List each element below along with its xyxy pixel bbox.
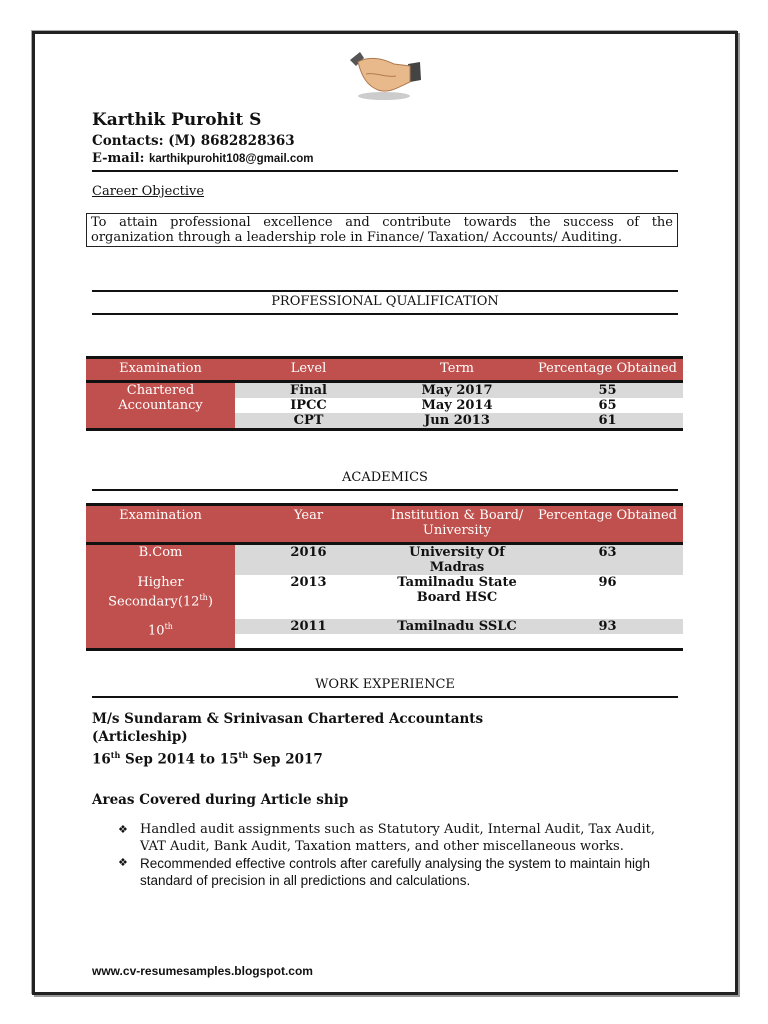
exam-cell <box>86 575 235 619</box>
col-header: Examination <box>86 505 235 544</box>
col-header: Percentage Obtained <box>532 358 683 382</box>
year-cell: 2013 <box>290 575 327 590</box>
col-header: Examination <box>86 358 235 382</box>
pct-cell: 65 <box>598 398 617 413</box>
col-header: Percentage Obtained <box>532 505 683 544</box>
level-cell: Final <box>235 382 382 399</box>
work-heading: WORK EXPERIENCE <box>315 677 455 692</box>
pct-cell: 93 <box>532 619 683 634</box>
career-objective-text: To attain professional excellence and contribute towards the success of the organization through a leadership role in Finance/ Taxation/ Accounts/ Auditing. <box>86 213 678 247</box>
contact-phone: Contacts: (M) 8682828363 <box>92 133 295 149</box>
bullet-text: Handled audit assignments such as Statutory Audit, Internal Audit, Tax Audit, VAT Audit, Bank Audit, Taxation matters, and other miscellaneous works. <box>140 822 655 854</box>
footer-url[interactable]: www.cv-resumesamples.blogspot.com <box>92 964 313 978</box>
diamond-bullet-icon: ❖ <box>118 857 128 869</box>
exam-text: Higher Secondary(12 <box>108 575 200 610</box>
institution-cell: Tamilnadu SSLC <box>382 619 532 634</box>
email-label: E-mail: <box>92 151 145 166</box>
term-cell: May 2014 <box>421 398 493 413</box>
divider <box>92 290 678 292</box>
list-item <box>118 821 678 855</box>
academics-table <box>86 503 683 651</box>
firm-name: M/s Sundaram & Srinivasan Chartered Accountants <box>92 711 484 727</box>
areas-heading: Areas Covered during Article ship <box>92 792 349 808</box>
exam-sup: th <box>164 622 173 631</box>
term-cell: May 2017 <box>382 382 532 399</box>
professional-table <box>86 356 683 431</box>
work-details <box>92 710 483 769</box>
col-header: Level <box>235 358 382 382</box>
col-header: Year <box>235 505 382 544</box>
divider <box>92 489 678 491</box>
exam-cell: Chartered Accountancy <box>86 382 235 430</box>
pct-cell: 96 <box>598 575 617 590</box>
areas-list <box>118 821 678 889</box>
candidate-name: Karthik Purohit S <box>92 110 262 130</box>
duration: 16th Sep 2014 to 15th Sep 2017 <box>92 750 323 768</box>
email-value[interactable]: karthikpurohit108@gmail.com <box>148 153 314 165</box>
table-row <box>86 382 683 399</box>
divider <box>92 313 678 315</box>
role: (Articleship) <box>92 729 188 745</box>
diamond-bullet-icon: ❖ <box>118 823 128 836</box>
contact-email <box>92 151 314 166</box>
professional-heading: PROFESSIONAL QUALIFICATION <box>271 294 499 309</box>
exam-cell <box>86 619 235 650</box>
list-item <box>118 855 678 889</box>
table-row <box>86 575 683 619</box>
academics-heading: ACADEMICS <box>342 470 428 485</box>
pct-cell: 61 <box>532 413 683 430</box>
level-cell: CPT <box>235 413 382 430</box>
divider <box>92 170 678 172</box>
exam-cell: B.Com <box>86 544 235 576</box>
level-cell: IPCC <box>290 398 327 413</box>
exam-sup: th <box>199 593 208 602</box>
pct-cell: 63 <box>532 544 683 576</box>
term-cell: Jun 2013 <box>382 413 532 430</box>
institution-cell: Tamilnadu State Board HSC <box>397 575 517 605</box>
pct-cell: 55 <box>532 382 683 399</box>
table-row <box>86 619 683 634</box>
year-cell: 2016 <box>235 544 382 576</box>
bullet-text: Recommended effective controls after carefully analysing the system to maintain high standard of precision in all predictions and calculations. <box>140 856 651 888</box>
year-cell: 2011 <box>235 619 382 634</box>
exam-text: 10 <box>148 623 165 639</box>
handshake-icon <box>346 50 424 102</box>
col-header: Term <box>382 358 532 382</box>
exam-text: ) <box>207 594 213 610</box>
col-header: Institution & Board/ University <box>382 505 532 544</box>
table-row <box>86 544 683 576</box>
institution-cell: University Of Madras <box>382 544 532 576</box>
career-objective-heading: Career Objective <box>92 184 205 199</box>
divider <box>92 696 678 698</box>
